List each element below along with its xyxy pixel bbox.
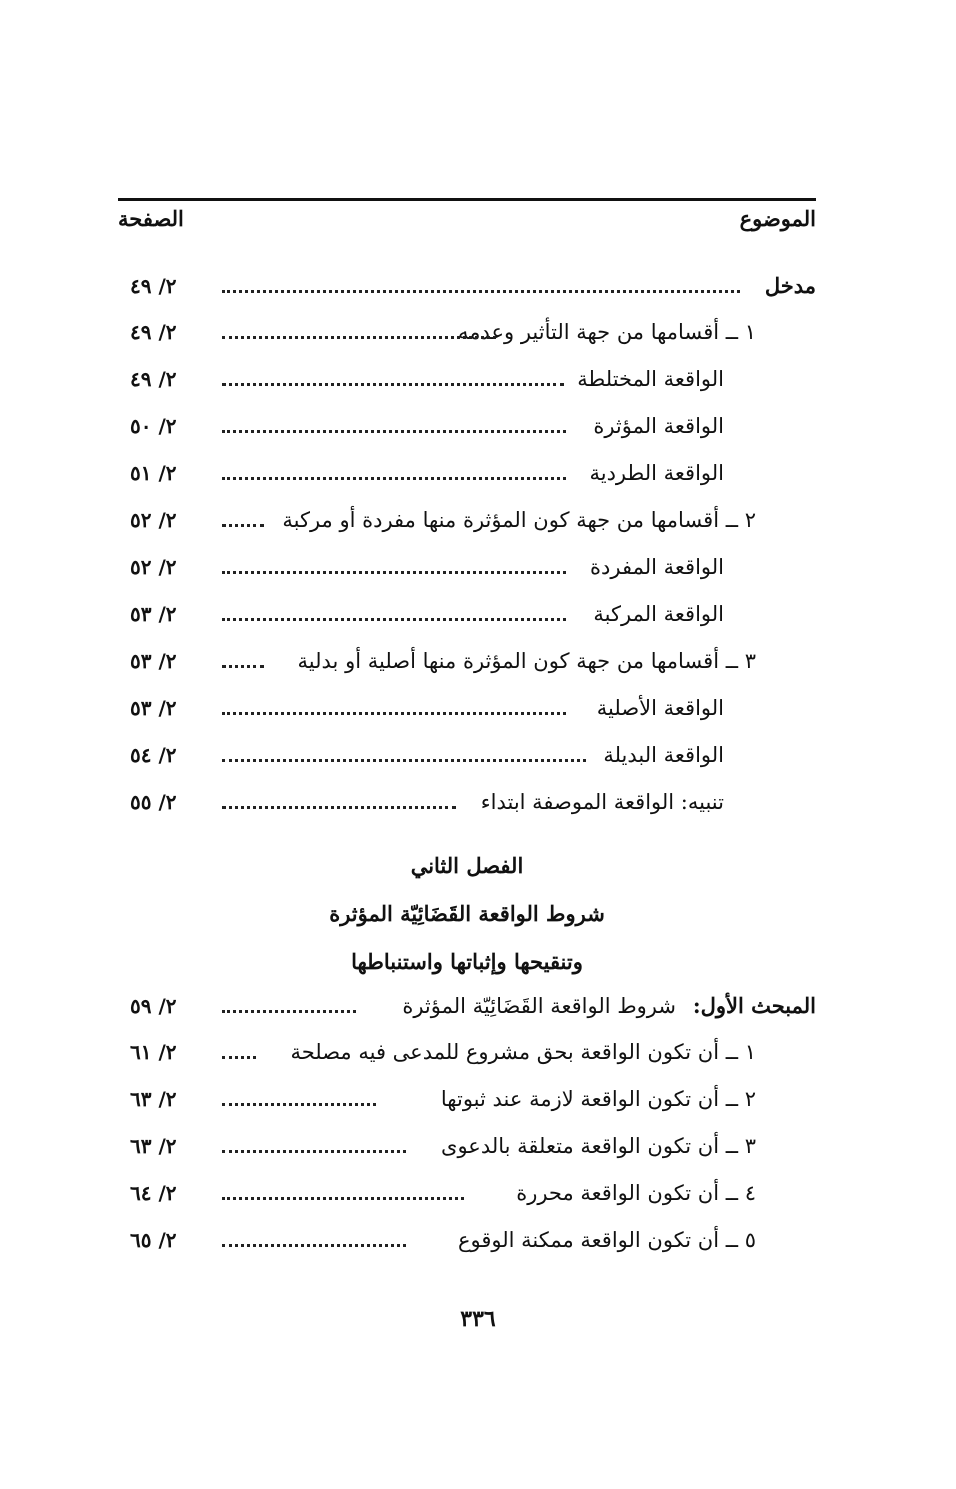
topic-column-header: الموضوع [739,206,816,231]
chapter-subtitle-2: وتنقيحها وإثباتها واستنباطها [351,949,583,974]
toc-entry [118,314,816,350]
entry-page: ٢/ ٤٩ [130,274,177,298]
dot-leader [222,571,566,574]
entry-text: ٤ ــ أن تكون الواقعة محررة [516,1181,756,1205]
entry-text: الواقعة المختلطة [577,367,724,391]
entry-page: ٢/ ٦٣ [130,1087,177,1111]
toc-entry [118,408,816,444]
toc-entry [118,1034,816,1070]
toc-entry [118,502,816,538]
entry-text: الواقعة الطردية [589,461,724,485]
dot-leader [222,759,586,762]
dot-leader [222,1244,406,1247]
entry-page: ٢/ ٥٩ [130,994,177,1018]
section-text: شروط الواقعة القَضَائِيّة المؤثرة [402,994,676,1018]
entry-text: مدخل [764,273,816,298]
entry-page: ٢/ ٦٥ [130,1228,177,1252]
toc-entry [118,1222,816,1258]
dot-leader [222,1197,464,1200]
toc-entry [118,268,816,304]
dot-leader [222,806,456,809]
dot-leader [222,1010,356,1013]
entry-text: ٣ ــ أن تكون الواقعة متعلقة بالدعوى [441,1134,756,1158]
toc-entry [118,643,816,679]
header-rule [118,198,816,201]
entry-page: ٢/ ٥٠ [130,414,177,438]
entry-text: الواقعة الأصلية [596,696,724,720]
entry-text: ٢ ــ أقسامها من جهة كون المؤثرة منها مفردة أو مركبة [282,508,756,532]
entry-page: ٢/ ٥٣ [130,602,177,626]
dot-leader [222,1103,376,1106]
section-label: المبحث الأول: [692,993,816,1018]
dot-leader [222,1056,256,1059]
entry-page: ٢/ ٥٢ [130,508,177,532]
toc-entry [118,549,816,585]
toc-entry [118,737,816,773]
entry-page: ٢/ ٥٥ [130,790,177,814]
entry-page: ٢/ ٦٤ [130,1181,177,1205]
entry-page: ٢/ ٥٣ [130,649,177,673]
entry-text: ٥ ــ أن تكون الواقعة ممكنة الوقوع [457,1228,756,1252]
dot-leader [222,336,496,339]
dot-leader [222,1150,406,1153]
toc-entry [118,690,816,726]
chapter-title: الفصل الثاني [410,853,524,878]
dot-leader [222,618,566,621]
entry-text: الواقعة المركبة [593,602,724,626]
toc-entry [118,361,816,397]
table-header [118,206,816,246]
dot-leader [222,383,564,386]
chapter-subtitle-1: شروط الواقعة القَضَائِيّة المؤثرة [329,901,605,926]
toc-entry [118,1128,816,1164]
toc-entry-section [118,988,816,1024]
entry-text: ١ ــ أقسامها من جهة التأثير وعدمه [457,320,756,344]
entry-page: ٢/ ٤٩ [130,320,177,344]
dot-leader [222,665,264,668]
entry-text: ٣ ــ أقسامها من جهة كون المؤثرة منها أصلية أو بدلية [297,649,756,673]
entry-text: ٢ ــ أن تكون الواقعة لازمة عند ثبوتها [440,1087,756,1111]
entry-text: الواقعة المؤثرة [593,414,724,438]
toc-entry [118,784,816,820]
entry-page: ٢/ ٥٢ [130,555,177,579]
entry-text: الواقعة البديلة [603,743,724,767]
toc-entry [118,596,816,632]
page-number: ٣٣٦ [460,1306,496,1332]
entry-page: ٢/ ٥٤ [130,743,177,767]
entry-page: ٢/ ٥١ [130,461,177,485]
entry-page: ٢/ ٦١ [130,1040,177,1064]
entry-page: ٢/ ٦٣ [130,1134,177,1158]
dot-leader [222,430,566,433]
entry-text: تنبيه: الواقعة الموصفة ابتداء [480,790,724,814]
entry-text: الواقعة المفردة [590,555,724,579]
dot-leader [222,477,566,480]
dot-leader [222,712,566,715]
toc-entry [118,1081,816,1117]
toc-entry [118,455,816,491]
entry-page: ٢/ ٥٣ [130,696,177,720]
page-column-header: الصفحة [118,206,184,231]
entry-page: ٢/ ٤٩ [130,367,177,391]
dot-leader [222,290,740,293]
toc-entry [118,1175,816,1211]
entry-text: ١ ــ أن تكون الواقعة بحق مشروع للمدعى فيه مصلحة [290,1040,756,1064]
dot-leader [222,524,264,527]
